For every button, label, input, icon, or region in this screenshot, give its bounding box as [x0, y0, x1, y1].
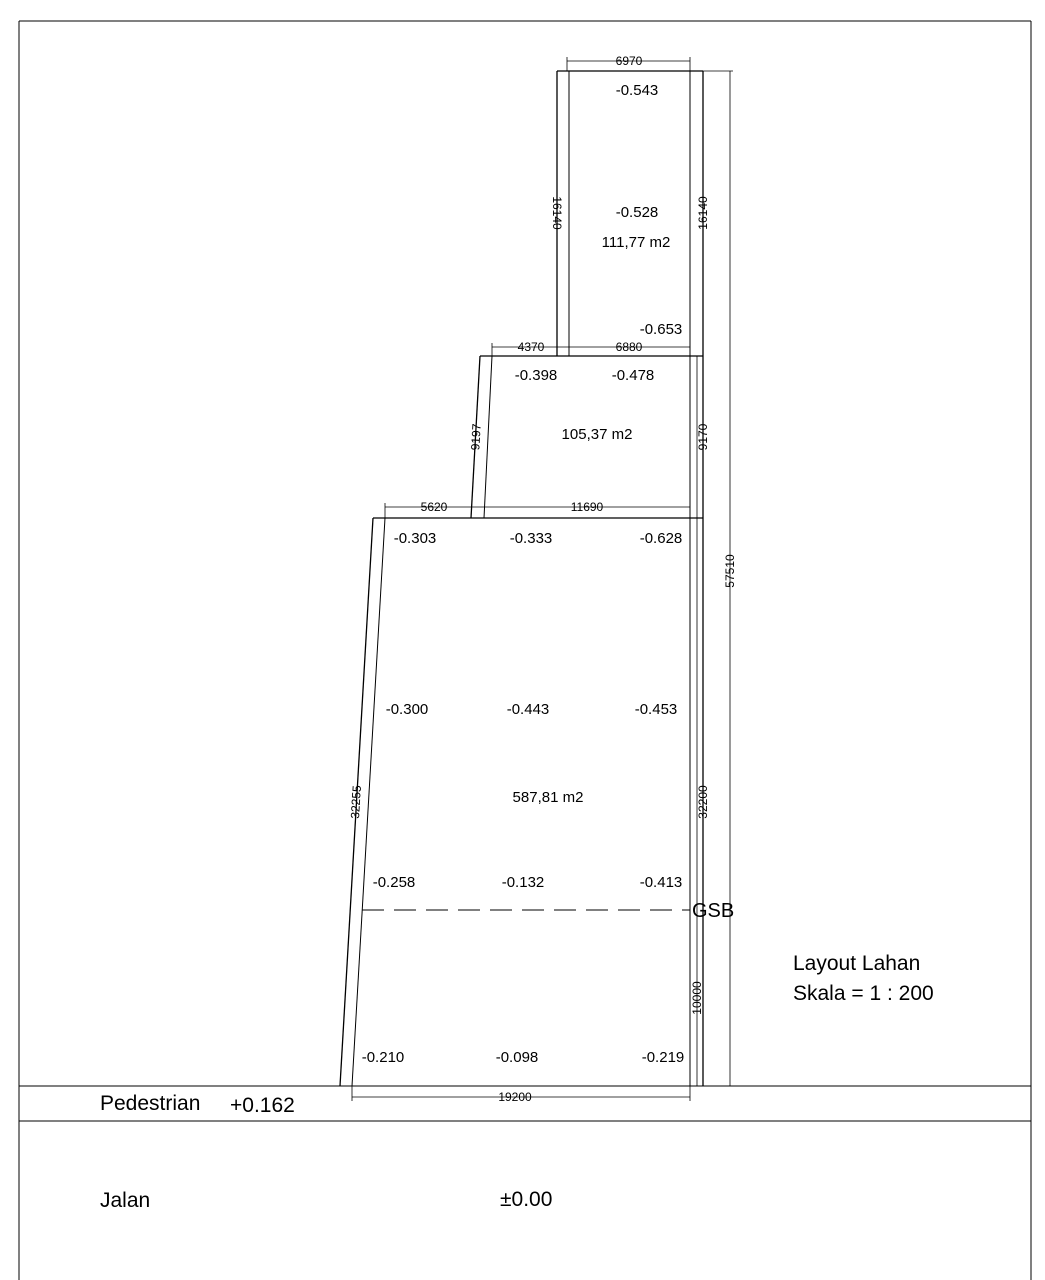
road-label: Jalan [100, 1189, 151, 1212]
level-r3-3: -0.413 [639, 874, 683, 891]
area-bottom: 587,81 m2 [512, 789, 584, 806]
area-middle: 105,37 m2 [561, 426, 633, 443]
pedestrian-label: Pedestrian [100, 1092, 201, 1115]
area-top: 111,77 m2 [601, 234, 671, 251]
level-r1-2: -0.333 [509, 530, 553, 547]
dim-mid-right-width: 6880 [615, 340, 643, 354]
level-r1-1: -0.303 [393, 530, 437, 547]
dim-top-left-height: 16140 [550, 196, 564, 230]
level-mid-2: -0.478 [611, 367, 655, 384]
road-level: ±0.00 [500, 1188, 553, 1211]
dimension-lines [352, 57, 733, 1101]
dim-top-width: 6970 [615, 54, 643, 68]
level-top-2: -0.528 [615, 204, 659, 221]
level-r2-3: -0.453 [634, 701, 678, 718]
dim-setback-height: 10000 [690, 981, 704, 1015]
site-outline [340, 71, 703, 1086]
level-r3-1: -0.258 [372, 874, 416, 891]
level-top-1: -0.543 [615, 82, 659, 99]
drawing-scale: Skala = 1 : 200 [793, 982, 934, 1005]
dim-mid-left-height: 9197 [468, 423, 484, 451]
dim-bottom-width: 19200 [498, 1090, 532, 1104]
drawing-title: Layout Lahan [793, 952, 921, 975]
dim-mid-left-width: 4370 [517, 340, 545, 354]
level-r4-3: -0.219 [641, 1049, 685, 1066]
level-top-3: -0.653 [639, 321, 683, 338]
level-r3-2: -0.132 [501, 874, 545, 891]
setback-label: GSB [692, 900, 735, 922]
dim-bot-right-height: 32200 [696, 785, 710, 819]
dim-bot-left-width: 5620 [420, 500, 448, 514]
dim-mid-right-height: 9170 [696, 423, 710, 451]
level-r4-1: -0.210 [361, 1049, 405, 1066]
level-r1-3: -0.628 [639, 530, 683, 547]
dim-total-height: 57510 [723, 554, 737, 588]
level-r4-2: -0.098 [495, 1049, 539, 1066]
level-mid-1: -0.398 [514, 367, 558, 384]
level-r2-2: -0.443 [506, 701, 550, 718]
pedestrian-level: +0.162 [230, 1094, 295, 1117]
dim-bot-right-width: 11690 [570, 500, 604, 514]
dim-bot-left-height: 32255 [348, 784, 364, 820]
dim-top-right-height: 16140 [696, 196, 710, 230]
level-r2-1: -0.300 [385, 701, 429, 718]
